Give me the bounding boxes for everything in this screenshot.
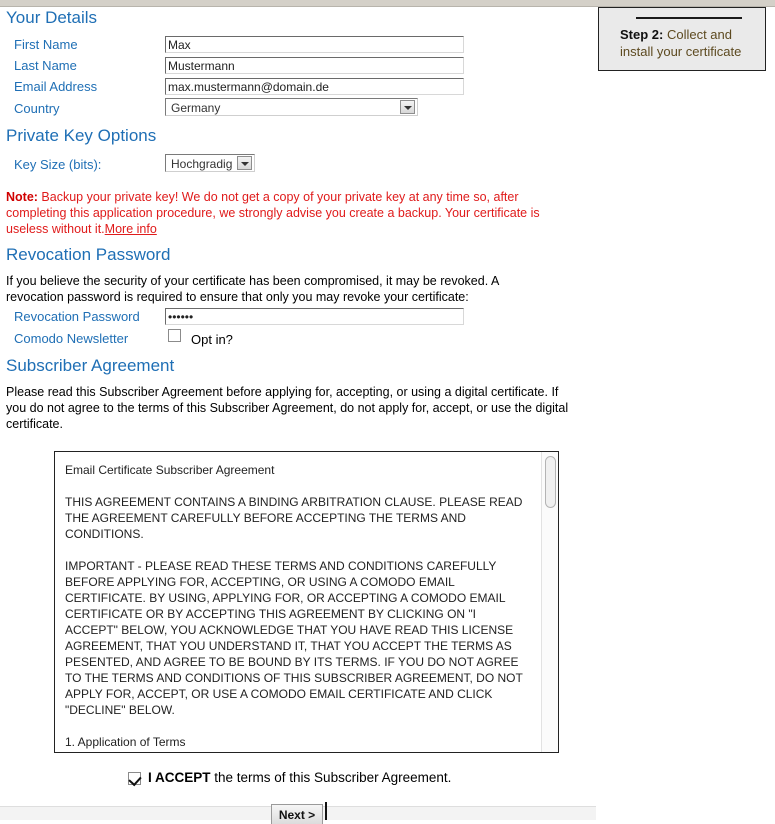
- step-panel: [598, 7, 766, 71]
- revocation-password-input[interactable]: [165, 308, 464, 325]
- accept-terms-checkbox[interactable]: [128, 772, 141, 785]
- country-select[interactable]: [165, 98, 418, 116]
- email-address-label: Email Address: [14, 79, 98, 94]
- revocation-password-label: Revocation Password: [14, 309, 140, 324]
- accept-suffix: the terms of this Subscriber Agreement.: [210, 770, 452, 785]
- button-focus-caret: [325, 802, 327, 820]
- section-heading-revocation-password: Revocation Password: [6, 245, 171, 264]
- country-select-value: Germany: [171, 101, 221, 115]
- last-name-input[interactable]: [165, 57, 464, 74]
- country-label: Country: [14, 101, 60, 116]
- step-2-body: Collect and install your certificate: [620, 27, 742, 59]
- revocation-paragraph: If you believe the security of your certificate has been compromised, it may be revoked. A revocation password is required to ensure that only you may revoke your certificate:: [6, 274, 499, 304]
- agreement-paragraph-1: THIS AGREEMENT CONTAINS A BINDING ARBITRATION CLAUSE. PLEASE READ THE AGREEMENT CAREFULLY BEFORE ACCEPTING THE TERMS AND CONDITIONS.: [65, 495, 523, 541]
- more-info-link[interactable]: More info: [104, 222, 157, 236]
- email-address-input[interactable]: [165, 78, 464, 95]
- newsletter-optin-label: Opt in?: [191, 332, 233, 347]
- agreement-scrollbar[interactable]: [541, 452, 558, 752]
- agreement-scrollbar-thumb[interactable]: [545, 456, 556, 508]
- last-name-label: Last Name: [14, 58, 77, 73]
- agreement-paragraph-2: IMPORTANT - PLEASE READ THESE TERMS AND CONDITIONS CAREFULLY BEFORE APPLYING FOR, ACCEPTING, OR USING A COMODO EMAIL CERTIFICATE. BY USING, APPLYING FOR, OR ACCEPTING A COMODO EMAIL CERTIFICATE OR BY ACCEPTING THIS AGREEMENT BY CLICKING ON "I ACCEPT" BELOW, YOU ACKNOWLEDGE THAT YOU HAVE READ THIS LICENSE AGREEMENT, THAT YOU UNDERSTAND IT, THAT YOU ACCEPT THE TERMS AS PESENTED, AND AGREE TO BE BOUND BY ITS TERMS. IF YOU DO NOT AGREE TO THE TERMS AND CONDITIONS OF THIS SUBSCRIBER AGREEMENT, DO NOT APPLY FOR, ACCEPT, OR USE A COMODO EMAIL CERTIFICATE AND CLICK "DECLINE" BELOW.: [65, 559, 523, 717]
- accept-prefix: I ACCEPT: [148, 770, 211, 785]
- agreement-doc-title: Email Certificate Subscriber Agreement: [65, 463, 275, 477]
- next-button[interactable]: Next >: [271, 804, 323, 824]
- first-name-label: First Name: [14, 37, 78, 52]
- first-name-input[interactable]: [165, 36, 464, 53]
- section-heading-private-key-options: Private Key Options: [6, 126, 157, 145]
- step-2-text: [620, 26, 756, 60]
- chevron-down-icon: [400, 100, 415, 114]
- key-size-select-value: Hochgradig: [171, 157, 233, 171]
- window-top-band: [0, 0, 775, 7]
- agreement-paragraph-3: 1. Application of Terms: [65, 735, 186, 749]
- page-content: [0, 7, 775, 822]
- agreement-scroll-box[interactable]: [54, 451, 559, 753]
- step-2-prefix: Step 2:: [620, 27, 664, 42]
- agreement-text-body: [55, 452, 533, 752]
- note-body: Backup your private key! We do not get a copy of your private key at any time so, after completing this application procedure, we strongly advise you create a backup. Your certificate is useless without it.: [6, 190, 540, 236]
- key-size-label: Key Size (bits):: [14, 157, 102, 172]
- section-heading-subscriber-agreement: Subscriber Agreement: [6, 356, 175, 375]
- accept-terms-label: [148, 770, 451, 785]
- subscriber-agreement-paragraph: Please read this Subscriber Agreement before applying for, accepting, or using a digital certificate. If you do not agree to the terms of this Subscriber Agreement, do not apply for, accept, or use the digital certificate.: [6, 385, 569, 431]
- key-size-select[interactable]: [165, 154, 255, 172]
- divider: [636, 17, 742, 19]
- note-prefix: Note:: [6, 190, 38, 204]
- private-key-backup-note: [6, 189, 578, 237]
- comodo-newsletter-label: Comodo Newsletter: [14, 331, 129, 346]
- newsletter-optin-checkbox[interactable]: [168, 329, 181, 342]
- section-heading-your-details: Your Details: [6, 8, 98, 27]
- chevron-down-icon: [237, 156, 252, 170]
